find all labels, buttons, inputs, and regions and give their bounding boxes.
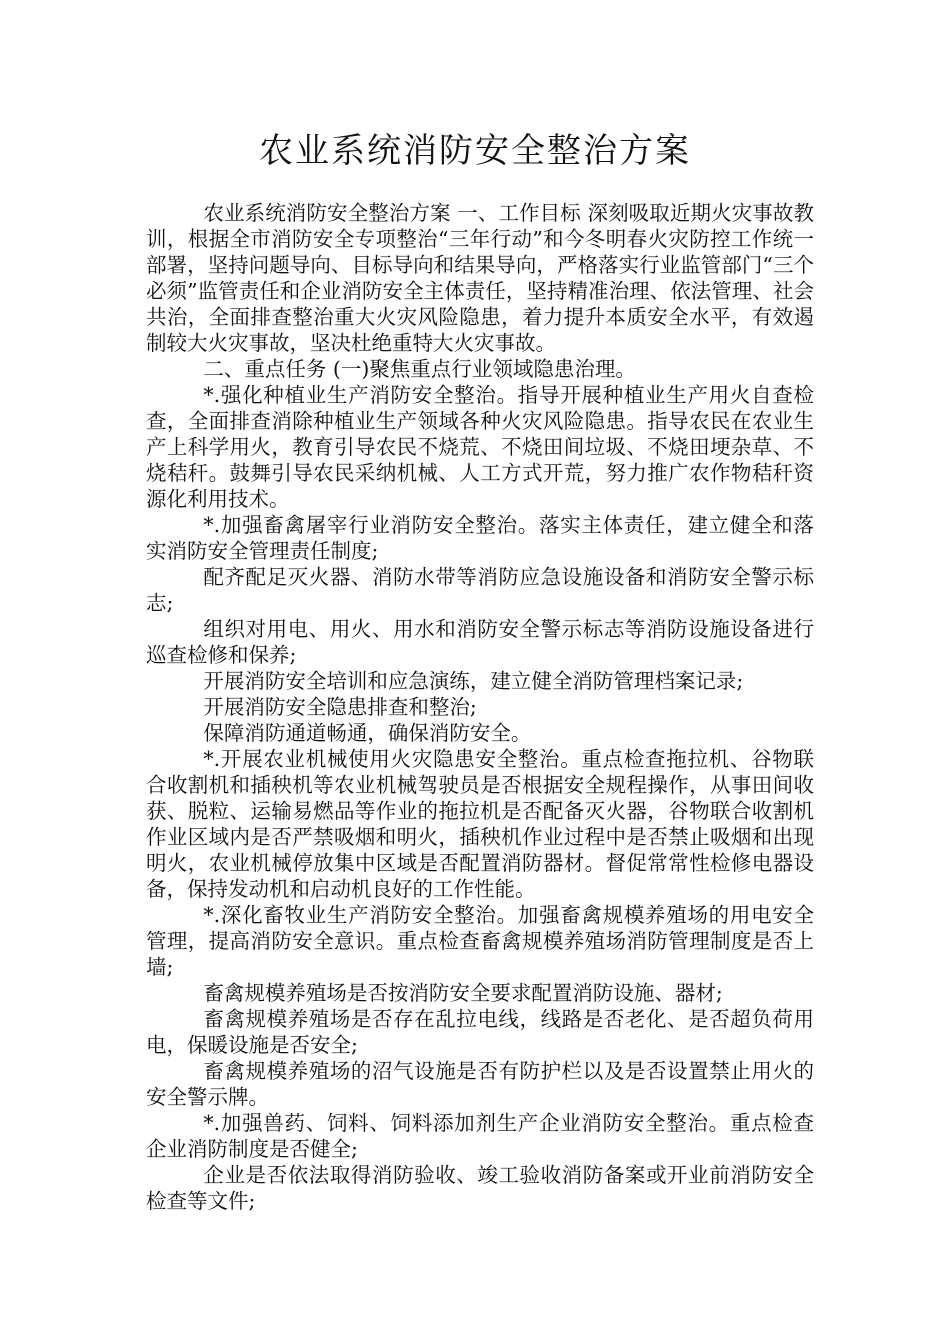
paragraph-slaughter-safety: *.加强畜禽屠宰行业消防安全整治。落实主体责任，建立健全和落实消防安全管理责任制度;	[146, 513, 814, 563]
paragraph-livestock-biogas: 畜禽规模养殖场的沼气设施是否有防护栏以及是否设置禁止用火的安全警示牌。	[146, 1059, 814, 1109]
paragraph-machinery-safety: *.开展农业机械使用火灾隐患安全整治。重点检查拖拉机、谷物联合收割机和插秧机等农业机械驾驶员是否根据安全规程操作，从事田间收获、脱粒、运输易燃品等作业的拖拉机是否配备灭火器，谷物联合收割机作业区域内是否严禁吸烟和明火，插秧机作业过程中是否禁止吸烟和出现明火，农业机械停放集中区域是否配置消防器材。督促常常性检修电器设备，保持发动机和启动机良好的工作性能。	[146, 747, 814, 901]
paragraph-enterprise-documents: 企业是否依法取得消防验收、竣工验收消防备案或开业前消防安全检查等文件;	[146, 1163, 814, 1213]
document-body	[146, 200, 814, 1214]
paragraph-vet-feed-safety: *.加强兽药、饲料、饲料添加剂生产企业消防安全整治。重点检查企业消防制度是否健全;	[146, 1111, 814, 1161]
paragraph-hazard-check: 开展消防安全隐患排查和整治;	[203, 695, 477, 719]
paragraph-fire-passage: 保障消防通道畅通，确保消防安全。	[203, 721, 532, 745]
paragraph-inspection-maintenance: 组织对用电、用火、用水和消防安全警示标志等消防设施设备进行巡查检修和保养;	[146, 617, 814, 667]
paragraph-livestock-safety: *.深化畜牧业生产消防安全整治。加强畜禽规模养殖场的用电安全管理，提高消防安全意识。重点检查畜禽规模养殖场消防管理制度是否上墙;	[146, 903, 814, 979]
document-title: 农业系统消防安全整治方案	[259, 131, 691, 171]
paragraph-training-drills: 开展消防安全培训和应急演练，建立健全消防管理档案记录;	[203, 669, 744, 693]
paragraph-key-tasks-heading: 二、重点任务 (一)聚焦重点行业领域隐患治理。	[203, 357, 636, 381]
paragraph-work-goal: 农业系统消防安全整治方案 一、工作目标 深刻吸取近期火灾事故教训，根据全市消防安全专项整治“三年行动”和今冬明春火灾防控工作统一部署，坚持问题导向、目标导向和结果导向，严格落实行业监管部门“三个必须”监管责任和企业消防安全主体责任，坚持精准治理、依法管理、社会共治，全面排查整治重大火灾风险隐患，着力提升本质安全水平，有效遏制较大火灾事故，坚决杜绝重特大火灾事故。	[146, 201, 814, 355]
paragraph-equipment-supply: 配齐配足灭火器、消防水带等消防应急设施设备和消防安全警示标志;	[146, 565, 814, 615]
paragraph-planting-safety: *.强化种植业生产消防安全整治。指导开展种植业生产用火自查检查，全面排查消除种植业生产领域各种火灾风险隐患。指导农民在农业生产上科学用火，教育引导农民不烧荒、不烧田间垃圾、不烧田埂杂草、不烧秸秆。鼓舞引导农民采纳机械、人工方式开荒，努力推广农作物秸秆资源化利用技术。	[146, 383, 814, 511]
paragraph-livestock-facilities: 畜禽规模养殖场是否按消防安全要求配置消防设施、器材;	[203, 981, 723, 1005]
paragraph-livestock-wiring: 畜禽规模养殖场是否存在乱拉电线，线路是否老化、是否超负荷用电，保暖设施是否安全;	[146, 1007, 814, 1057]
